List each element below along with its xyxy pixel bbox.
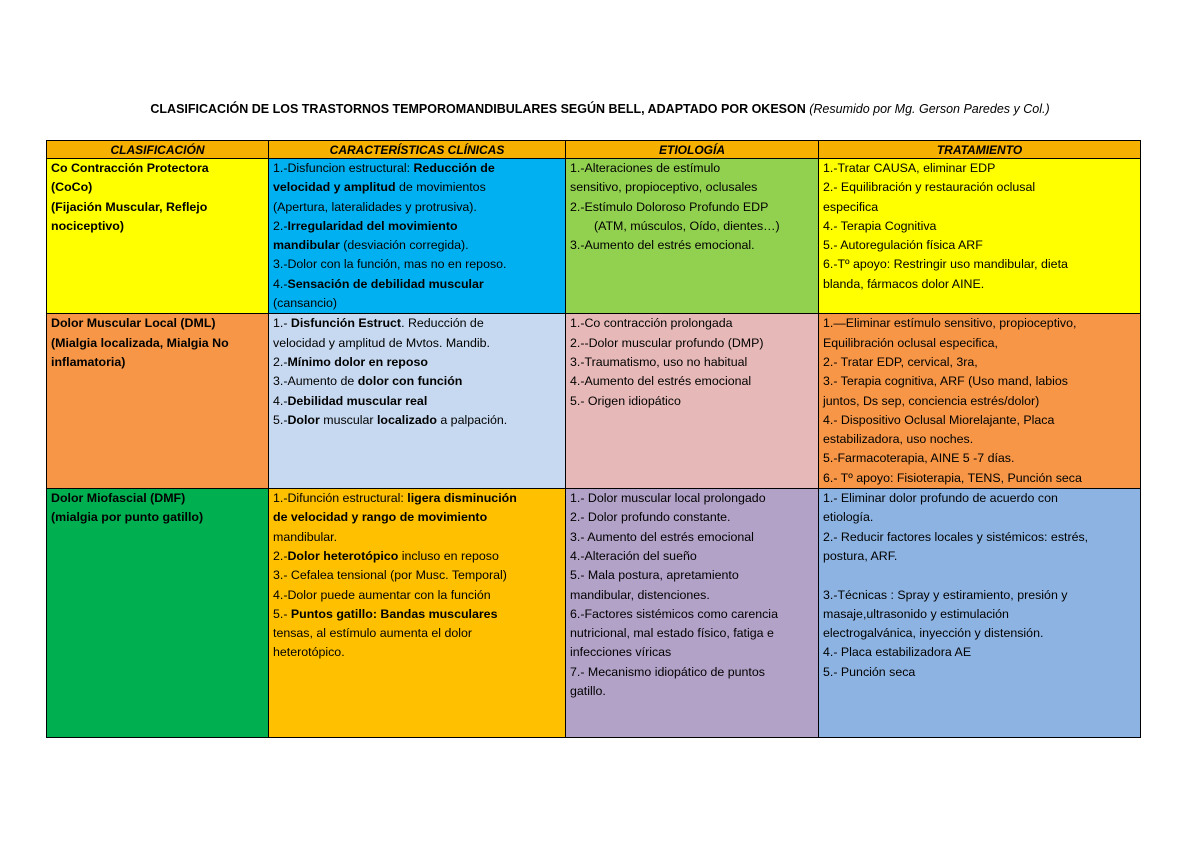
treatment-line: 5.- Punción seca (823, 664, 916, 679)
classification-cell (47, 159, 269, 314)
classification-line: inflamatoria) (51, 354, 126, 369)
classification-line: Co Contracción Protectora (51, 161, 209, 175)
table-row (47, 314, 1141, 489)
clinical-text: 1.-Difunción estructural: (273, 491, 408, 506)
clinical-text: 2.- (273, 354, 288, 369)
clinical-line (273, 236, 561, 255)
treatment-cell (819, 489, 1141, 738)
clinical-text: a palpación. (440, 412, 508, 427)
clinical-line (273, 275, 561, 294)
treatment-line: 2.- Tratar EDP, cervical, 3ra, (823, 354, 978, 369)
treatment-line: postura, ARF. (823, 548, 898, 563)
clinical-line: de velocidad y rango de movimiento (273, 510, 488, 525)
treatment-line: 1.- Eliminar dolor profundo de acuerdo con (823, 491, 1058, 506)
treatment-cell (819, 314, 1141, 489)
etiology-line: 2.--Dolor muscular profundo (DMP) (570, 335, 764, 350)
treatment-line: 3.- Terapia cognitiva, ARF (Uso mand, labios (823, 374, 1068, 389)
clinical-text: 4.- (273, 276, 288, 291)
etiology-line: 3.- Aumento del estrés emocional (570, 529, 754, 544)
document-title (0, 102, 1200, 116)
clinical-text: 5.- (273, 412, 288, 427)
clinical-text: 5.- (273, 606, 291, 621)
clinical-text-bold: localizado (376, 412, 441, 427)
treatment-line (823, 255, 1136, 274)
etiology-line: mandibular, distenciones. (570, 587, 710, 602)
clinical-text: 2.- (273, 218, 288, 233)
classification-line: (mialgia por punto gatillo) (51, 510, 204, 525)
treatment-line: 5.- Autoregulación física ARF (823, 238, 983, 253)
classification-line: Dolor Muscular Local (DML) (51, 316, 216, 331)
clinical-text-bold: dolor con función (357, 374, 463, 389)
header-etiologia: ETIOLOGÍA (566, 141, 819, 159)
title-credit: (Resumido por Mg. Gerson Paredes y Col.) (809, 102, 1050, 116)
classification-line: (Fijación Muscular, Reflejo (51, 199, 208, 214)
clinical-text-bold: Puntos gatillo: Bandas musculares (290, 606, 498, 621)
classification-line: nociceptivo) (51, 218, 124, 233)
treatment-line: 2.- Equilibración y restauración oclusal (823, 180, 1036, 195)
treatment-line: 2.- Reducir factores locales y sistémicos: estrés, (823, 529, 1089, 544)
clinical-text-bold: Dolor heterotópico (287, 548, 402, 563)
clinical-cell (269, 314, 566, 489)
clinical-line (273, 314, 561, 333)
clinical-text-bold: Disfunción Estruct (290, 316, 402, 331)
clinical-line: 3.-Dolor con la función, mas no en reposo. (273, 257, 507, 272)
treatment-line: 1.—Eliminar estímulo sensitivo, propioceptivo, (823, 316, 1077, 331)
treatment-text: 6.-Tº apoyo: (823, 257, 894, 272)
clinical-text: 4.- (273, 393, 288, 408)
treatment-line: etiología. (823, 510, 874, 525)
clinical-line: tensas, al estímulo aumenta el dolor (273, 626, 473, 641)
etiology-line: 5.- Origen idiopático (570, 393, 681, 408)
classification-cell (47, 314, 269, 489)
clinical-text: 1.-Disfuncion estructural: (273, 161, 414, 175)
etiology-line: 5.- Mala postura, apretamiento (570, 568, 739, 583)
etiology-line: 1.-Co contracción prolongada (570, 316, 733, 331)
header-row (47, 141, 1141, 159)
treatment-line: masaje,ultrasonido y estimulación (823, 606, 1009, 621)
clinical-line: 4.-Dolor puede aumentar con la función (273, 587, 491, 602)
clinical-text-bold: mandibular (273, 238, 344, 253)
treatment-text: Restringir uso mandibular, dieta (893, 257, 1068, 272)
etiology-line: 2.-Estímulo Doloroso Profundo EDP (570, 199, 769, 214)
clinical-cell (269, 159, 566, 314)
clinical-line: (Apertura, lateralidades y protrusiva). (273, 199, 477, 214)
etiology-line: 4.-Aumento del estrés emocional (570, 374, 752, 389)
classification-line: Dolor Miofascial (DMF) (51, 491, 186, 506)
treatment-line: 5.-Farmacoterapia, AINE 5 -7 días. (823, 451, 1015, 466)
etiology-line: 6.-Factores sistémicos como carencia (570, 606, 778, 621)
treatment-line: 3.-Técnicas : Spray y estiramiento, presión y (823, 587, 1068, 602)
clinical-text: (desviación corregida). (343, 238, 469, 253)
etiology-line: 2.- Dolor profundo constante. (570, 510, 731, 525)
clinical-cell (269, 489, 566, 738)
clinical-text-bold: Reducción de (413, 161, 495, 175)
etiology-line: (ATM, músculos, Oído, dientes…) (594, 218, 780, 233)
etiology-line: 1.-Alteraciones de estímulo (570, 161, 721, 175)
treatment-line: electrogalvánica, inyección y distensión. (823, 626, 1044, 641)
clinical-line: mandibular. (273, 529, 338, 544)
etiology-line: infecciones víricas (570, 645, 672, 660)
header-caracteristicas: CARACTERÍSTICAS CLÍNICAS (269, 141, 566, 159)
treatment-line: 1.-Tratar CAUSA, eliminar EDP (823, 161, 996, 175)
etiology-line: nutricional, mal estado físico, fatiga e (570, 626, 774, 641)
classification-cell (47, 489, 269, 738)
treatment-line: blanda, fármacos dolor AINE. (823, 276, 985, 291)
table-row (47, 159, 1141, 314)
treatment-line: juntos, Ds sep, conciencia estrés/dolor) (823, 393, 1040, 408)
clinical-line (273, 489, 561, 508)
etiology-cell (566, 489, 819, 738)
clinical-text-bold: Dolor (287, 412, 324, 427)
treatment-line: Equilibración oclusal especifica, (823, 335, 998, 350)
treatment-line: 6.- Tº apoyo: Fisioterapia, TENS, Punción seca (823, 470, 1082, 485)
clinical-line (273, 353, 561, 372)
etiology-line: 7.- Mecanismo idiopático de puntos (570, 664, 765, 679)
classification-table (46, 140, 1141, 738)
clinical-text: muscular (323, 412, 377, 427)
treatment-line: especifica (823, 199, 879, 214)
clinical-line (273, 605, 561, 624)
treatment-line: estabilizadora, uso noches. (823, 432, 974, 447)
etiology-cell (566, 159, 819, 314)
treatment-line: 4.- Terapia Cognitiva (823, 218, 937, 233)
clinical-line: 3.- Cefalea tensional (por Musc. Temporal) (273, 568, 507, 583)
classification-line: (CoCo) (51, 180, 93, 195)
table-row (47, 489, 1141, 738)
clinical-line: velocidad y amplitud de Mvtos. Mandib. (273, 335, 490, 350)
clinical-text: 3.-Aumento de (273, 374, 358, 389)
clinical-line (273, 217, 561, 236)
clinical-line: (cansancio) (273, 296, 338, 311)
clinical-line (273, 372, 561, 391)
clinical-text: 1.- (273, 316, 291, 331)
etiology-line: gatillo. (570, 684, 606, 699)
header-tratamiento: TRATAMIENTO (819, 141, 1141, 159)
clinical-line: heterotópico. (273, 645, 345, 660)
clinical-line (273, 411, 561, 430)
treatment-spacer (823, 566, 1136, 585)
etiology-line: 1.- Dolor muscular local prolongado (570, 491, 766, 506)
clinical-text-bold: Sensación de debilidad muscular (287, 276, 484, 291)
classification-line: (Mialgia localizada, Mialgia No (51, 335, 229, 350)
clinical-text: de movimientos (399, 180, 486, 195)
treatment-line: 4.- Placa estabilizadora AE (823, 645, 972, 660)
clinical-text-bold: ligera disminución (407, 491, 517, 506)
clinical-text-bold: Mínimo dolor en reposo (287, 354, 428, 369)
clinical-text-bold: Debilidad muscular real (287, 393, 428, 408)
clinical-line (273, 178, 561, 197)
clinical-line (273, 159, 561, 178)
clinical-text: incluso en reposo (401, 548, 499, 563)
clinical-line (273, 392, 561, 411)
header-clasificacion: CLASIFICACIÓN (47, 141, 269, 159)
clinical-text-bold: Irregularidad del movimiento (287, 218, 458, 233)
clinical-line (273, 547, 561, 566)
etiology-cell (566, 314, 819, 489)
clinical-text: 2.- (273, 548, 288, 563)
treatment-cell (819, 159, 1141, 314)
clinical-text: . Reducción de (401, 316, 484, 331)
title-main: CLASIFICACIÓN DE LOS TRASTORNOS TEMPOROMANDIBULARES SEGÚN BELL, ADAPTADO POR OKESON (150, 102, 806, 116)
treatment-line: 4.- Dispositivo Oclusal Miorelajante, Placa (823, 412, 1055, 427)
etiology-line: 3.-Traumatismo, uso no habitual (570, 354, 748, 369)
etiology-line: sensitivo, propioceptivo, oclusales (570, 180, 758, 195)
etiology-line: 3.-Aumento del estrés emocional. (570, 238, 755, 253)
etiology-line: 4.-Alteración del sueño (570, 548, 697, 563)
clinical-text-bold: velocidad y amplitud (273, 180, 399, 195)
